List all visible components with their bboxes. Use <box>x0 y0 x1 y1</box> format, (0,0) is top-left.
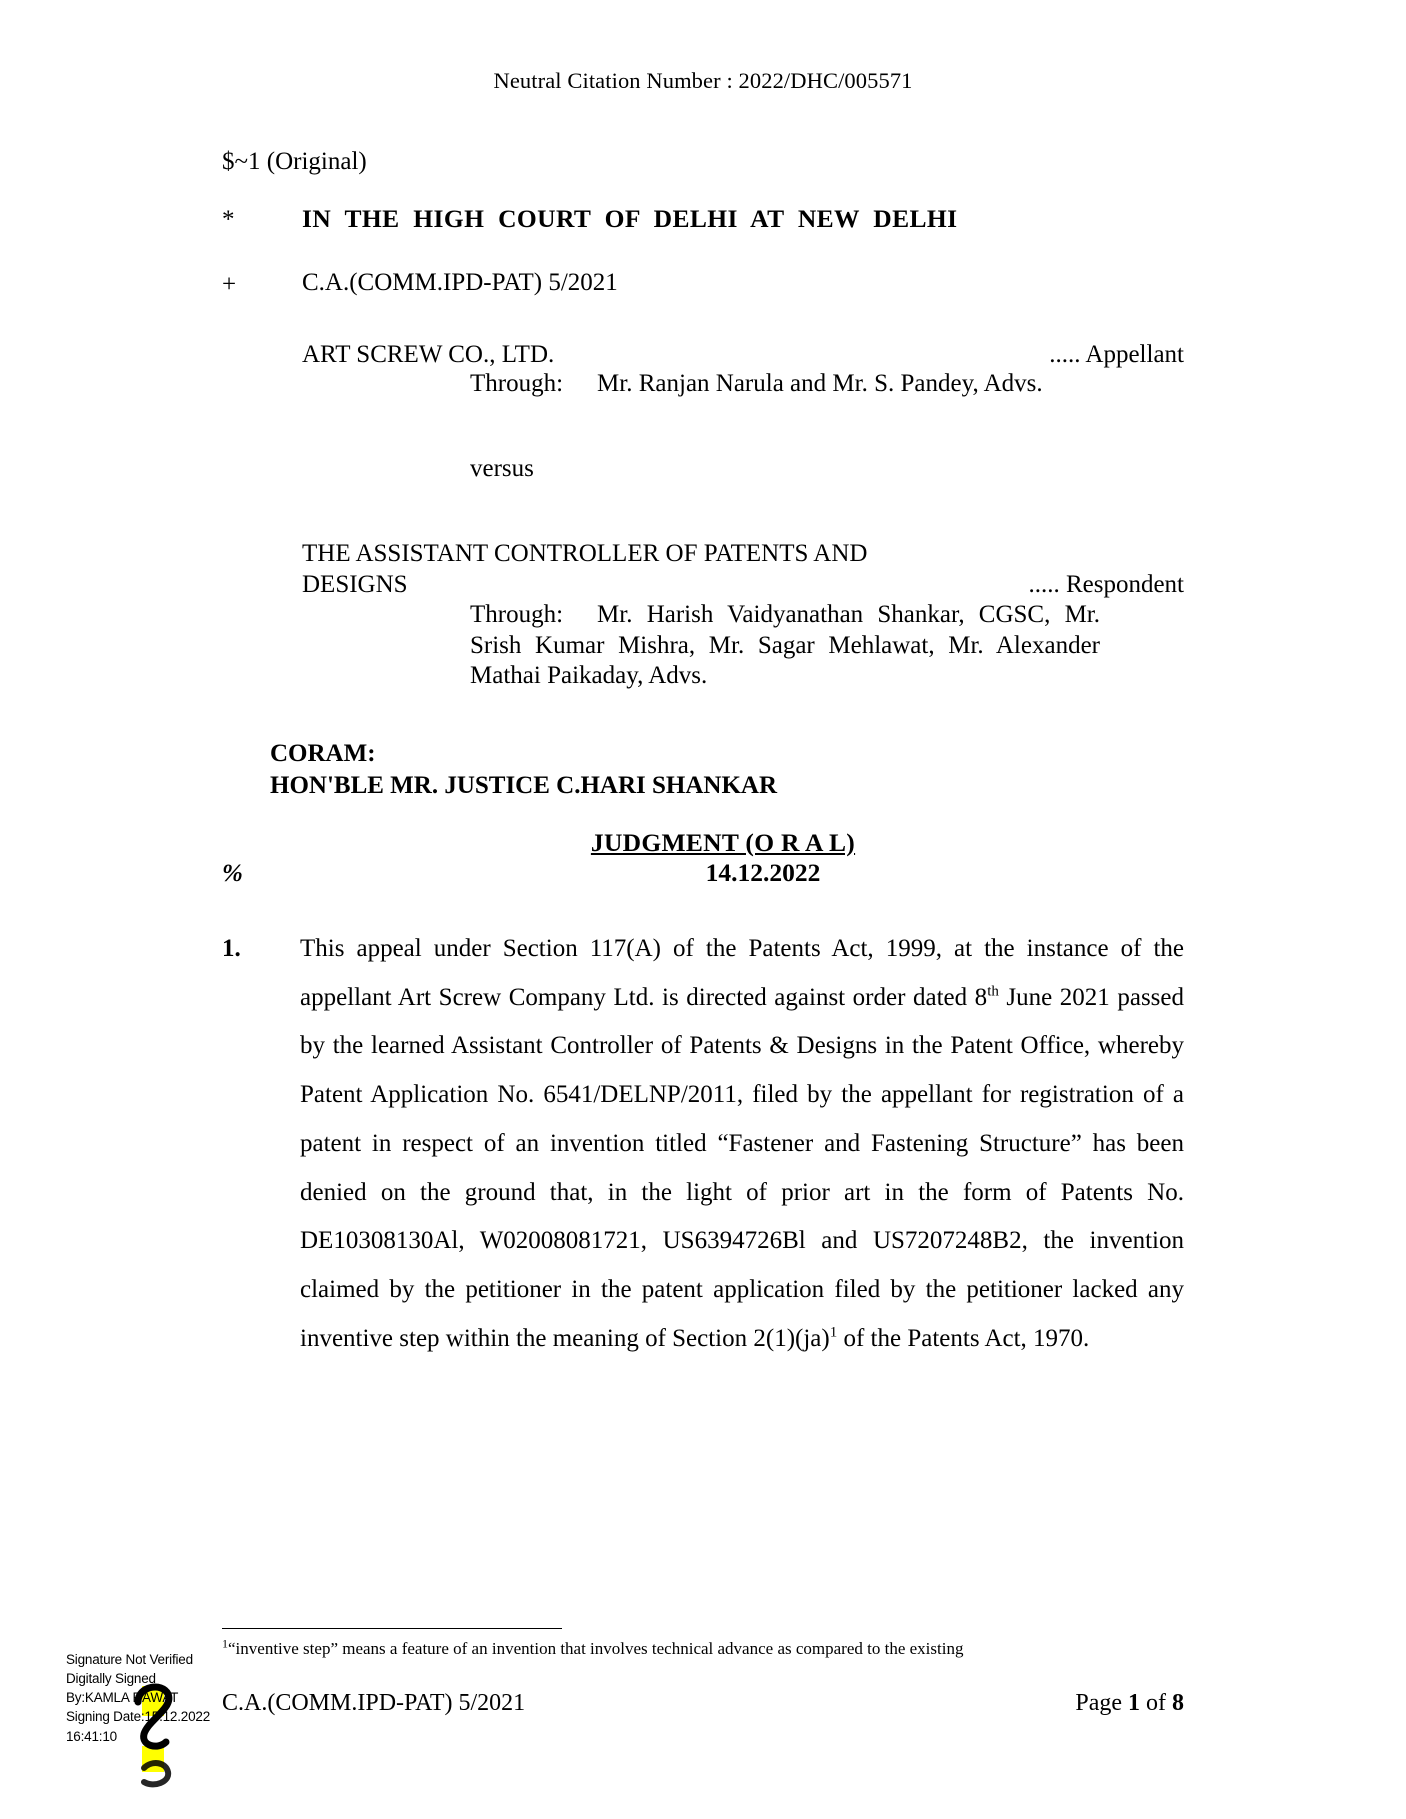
appellant-counsel-names: Mr. Ranjan Narula and Mr. S. Pandey, Advs. <box>597 369 1043 397</box>
respondent-name-line-2: DESIGNS <box>302 570 408 598</box>
coram-block <box>270 738 1184 802</box>
plus-marker: + <box>222 271 237 299</box>
signature-time: 16:41:10 <box>66 1728 117 1744</box>
paragraph-1-number: 1. <box>222 934 241 962</box>
respondent-counsel-names: Mr. Harish Vaidyanathan Shankar, CGSC, Mr. Srish Kumar Mishra, Mr. Sagar Mehlawat, Mr. Alexander Mathai Paikaday, Advs. <box>470 601 1100 689</box>
coram-judge: HON'BLE MR. JUSTICE C.HARI SHANKAR <box>270 771 778 799</box>
digital-signature-block <box>66 1650 266 1746</box>
footer-page-total: 8 <box>1172 1690 1184 1716</box>
footnote-separator <box>222 1628 562 1629</box>
respondent-counsel-label: Through: <box>470 601 564 628</box>
respondent-counsel <box>470 600 1100 692</box>
footer-page-prefix: Page <box>1075 1690 1128 1716</box>
footer-page-middle: of <box>1140 1690 1172 1716</box>
footnote-marker: 1 <box>222 1636 228 1651</box>
case-number: C.A.(COMM.IPD-PAT) 5/2021 <box>302 269 618 297</box>
paragraph-1-superscript-th: th <box>987 983 999 1000</box>
signature-date: Signing Date:15.12.2022 <box>66 1709 211 1725</box>
appellant-name-line <box>302 341 1184 369</box>
footer-case-number: C.A.(COMM.IPD-PAT) 5/2021 <box>222 1690 526 1716</box>
paragraph-1-footnote-ref: 1 <box>829 1324 838 1341</box>
court-title: IN THE HIGH COURT OF DELHI AT NEW DELHI <box>302 204 958 233</box>
respondent-name-line-1: THE ASSISTANT CONTROLLER OF PATENTS AND <box>302 540 868 567</box>
respondent-role: ..... Respondent <box>1028 570 1184 598</box>
footnote-text: “inventive step” means a feature of an invention that involves technical advance as compared to the existing <box>228 1639 964 1658</box>
judgment-date-row <box>222 858 1184 889</box>
appellant-counsel <box>470 369 1100 400</box>
star-marker: * <box>222 206 235 233</box>
neutral-citation-header: Neutral Citation Number : 2022/DHC/005571 <box>493 68 913 93</box>
judgment-date: 14.12.2022 <box>705 857 821 887</box>
document-body <box>222 148 1184 1364</box>
paragraph-1-part-2: June 2021 passed by the learned Assistant Controller of Patents & Designs in the Patent Office, whereby Patent Application No. 6541/DELNP/2011, filed by the appellant for registration of a patent in respect of an invention titled “Fastener and Fastening Structure” has been denied on the ground that, in the light of prior art in the form of Patents No. DE10308130Al, W02008081721, US6394726Bl and US7207248B2, the invention claimed by the petitioner in the patent application filed by the petitioner lacked any inventive step within the meaning of Section 2(1)(ja) <box>300 983 1185 1352</box>
signature-digitally-signed: Digitally Signed <box>66 1671 156 1687</box>
original-marker: $~1 (Original) <box>222 148 367 175</box>
page-footer <box>222 1690 1184 1717</box>
footer-page-number <box>1075 1690 1184 1717</box>
judgment-title: JUDGMENT (O R A L) <box>590 827 856 857</box>
signature-signer-name: By:KAMLA RAWAT <box>66 1690 179 1706</box>
paragraph-1-row <box>222 925 1184 1364</box>
paragraph-1-part-1: This appeal under Section 117(A) of the Patents Act, 1999, at the instance of the appellant Art Screw Company Ltd. is directed against order dated 8 <box>300 934 1184 1011</box>
appellant-role: ..... Appellant <box>1049 340 1184 368</box>
respondent-row <box>222 539 1184 600</box>
appellant-counsel-label: Through: <box>470 369 564 397</box>
versus-label: versus <box>470 455 534 482</box>
coram-label: CORAM: <box>270 739 376 767</box>
paragraph-1-text <box>300 925 1184 1364</box>
appellant-row <box>222 341 1184 369</box>
court-title-row <box>222 204 1184 235</box>
footnote-1 <box>222 1638 1184 1660</box>
percent-marker: % <box>222 859 243 887</box>
signature-status: Signature Not Verified <box>66 1652 193 1667</box>
case-number-row <box>222 269 1184 300</box>
paragraph-1-part-3: of the Patents Act, 1970. <box>837 1324 1090 1352</box>
appellant-name: ART SCREW CO., LTD. <box>302 340 555 368</box>
footer-page-current: 1 <box>1128 1690 1140 1716</box>
respondent-name-line-2-row <box>302 570 1184 601</box>
